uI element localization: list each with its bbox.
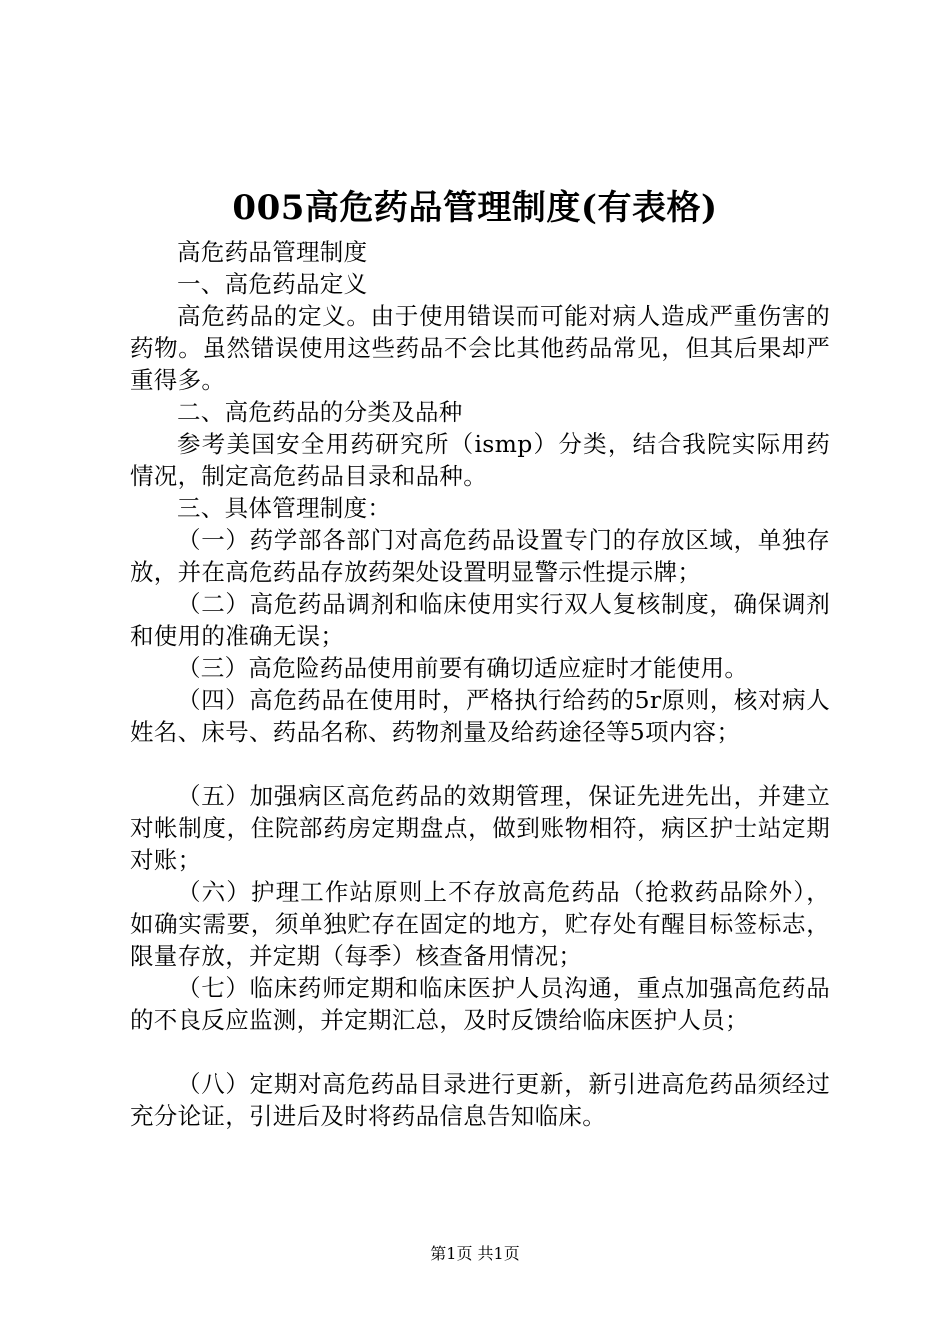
document-body xyxy=(130,236,830,1132)
document-title: 005高危药品管理制度(有表格) xyxy=(232,188,718,228)
paragraph: 参考美国安全用药研究所（ismp）分类，结合我院实际用药情况，制定高危药品目录和品种。 xyxy=(130,430,830,490)
paragraph: 高危药品的定义。由于使用错误而可能对病人造成严重伤害的药物。虽然错误使用这些药品不会比其他药品常见，但其后果却严重得多。 xyxy=(130,302,830,394)
list-item: （一）药学部各部门对高危药品设置专门的存放区域，单独存放，并在高危药品存放药架处设置明显警示性提示牌； xyxy=(130,526,830,586)
list-item: （七）临床药师定期和临床医护人员沟通，重点加强高危药品的不良反应监测，并定期汇总，及时反馈给临床医护人员； xyxy=(130,974,830,1034)
list-item: （八）定期对高危药品目录进行更新，新引进高危药品须经过充分论证，引进后及时将药品信息告知临床。 xyxy=(130,1070,830,1130)
list-item: （五）加强病区高危药品的效期管理，保证先进先出，并建立对帐制度，住院部药房定期盘点，做到账物相符，病区护士站定期对账； xyxy=(130,782,830,874)
section-heading: 三、具体管理制度： xyxy=(177,494,392,522)
list-item: （六）护理工作站原则上不存放高危药品（抢救药品除外），如确实需要，须单独贮存在固定的地方，贮存处有醒目标签标志，限量存放，并定期（每季）核查备用情况； xyxy=(130,878,830,970)
section-heading: 高危药品管理制度 xyxy=(177,238,368,266)
page-footer: 第1页 共1页 xyxy=(430,1244,520,1263)
list-item: （四）高危药品在使用时，严格执行给药的5r原则，核对病人姓名、床号、药品名称、药物剂量及给药途径等5项内容； xyxy=(130,686,830,746)
section-heading: 一、高危药品定义 xyxy=(177,270,368,298)
list-item: （三）高危险药品使用前要有确切适应症时才能使用。 xyxy=(177,654,749,682)
section-heading: 二、高危药品的分类及品种 xyxy=(177,398,463,426)
list-item: （二）高危药品调剂和临床使用实行双人复核制度，确保调剂和使用的准确无误； xyxy=(130,590,830,650)
